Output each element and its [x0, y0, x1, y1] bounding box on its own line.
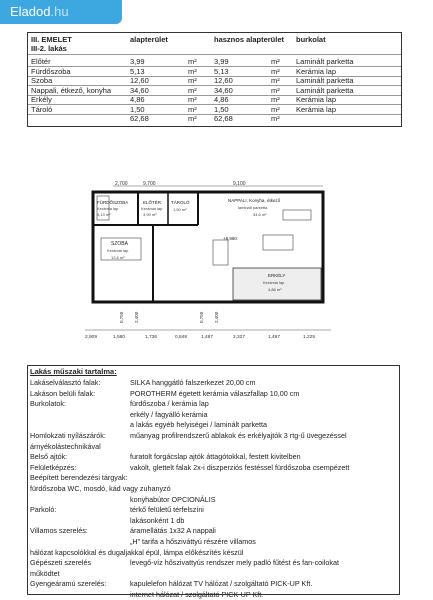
plan-level-mark: +8,960: [223, 236, 237, 241]
room-row-area: 1,50: [130, 104, 145, 114]
room-row-name: Tároló: [31, 104, 53, 114]
tech-value: lakásonként 1 db: [130, 515, 185, 525]
plan-bathroom: FÜRDŐSZOBA: [97, 200, 129, 205]
watermark-logo: [0, 0, 122, 24]
plan-bottom-dim: 1,225: [303, 335, 316, 340]
plan-bathroom-area: 5,13 m²: [97, 212, 111, 217]
room-row-area: 4,86: [130, 95, 145, 104]
plan-balcony-area: 4,86 m²: [268, 287, 282, 292]
tech-label: árnyékolástechnikával: [30, 441, 101, 451]
room-row-unit: m²: [271, 95, 280, 104]
room-row-unit: m²: [271, 85, 280, 95]
room-row-floor: Kerámia lap: [296, 95, 337, 104]
header-area: alapterület: [130, 35, 168, 44]
plan-top-dim-2: 9,700: [143, 181, 156, 187]
tech-label: Gyengeáramú szerelés:: [30, 579, 107, 589]
plan-bottom-dim: 2,327: [233, 335, 246, 340]
tech-value: furatolt forgácslap ajtók áttagótokkal, festett kivitelben: [130, 452, 301, 462]
tech-value: kapulelefon hálózat TV hálózat / szolgáltató PICK-UP Kft.: [130, 579, 313, 589]
tech-label: Lakáson belüli falak:: [30, 388, 96, 398]
tech-label: Lakáselválasztó falak:: [30, 378, 101, 387]
plan-bottom-dim: 2,909: [85, 335, 98, 340]
room-row-useful: 3,99: [214, 57, 229, 66]
tech-value: „H” tarifa a hősziváttyú részére villamos: [130, 537, 256, 546]
floor-plan: [83, 180, 333, 345]
total-useful: 62,68: [214, 114, 233, 123]
plan-bottom-dim: 1,736: [145, 335, 158, 340]
tech-label: Burkolatok:: [30, 399, 66, 409]
tech-label: Villamos szerelés:: [30, 526, 88, 536]
tech-label: Parkoló:: [30, 505, 57, 515]
plan-living-area: 34,6 m²: [253, 212, 267, 217]
room-row-unit: m²: [188, 76, 197, 85]
room-row-unit: m²: [188, 104, 197, 114]
room-row-useful: 34,60: [214, 85, 233, 95]
room-row-name: Nappali, étkező, konyha: [31, 85, 112, 95]
room-row-unit: m²: [271, 76, 280, 85]
room-row-unit: m²: [271, 104, 280, 114]
plan-room: SZOBA: [111, 241, 128, 247]
plan-side-dim-2: 2,400: [134, 311, 139, 323]
room-row-floor: Laminált parketta: [296, 85, 354, 95]
plan-balcony-floor: Kerámia lap: [263, 280, 285, 285]
plan-living-floor: laminált parketta: [238, 205, 268, 210]
room-row-area: 5,13: [130, 66, 145, 76]
room-row-unit: m²: [271, 66, 280, 76]
tech-value: konyhabútor OPCIONÁLIS: [130, 494, 216, 504]
plan-side-dim-1: 0,750: [119, 311, 124, 323]
rooms-table: [27, 32, 402, 127]
room-row-floor: Laminált parketta: [296, 57, 354, 66]
plan-entry-floor: Kerámia lap: [141, 206, 163, 211]
plan-side-dim-3: 0,750: [199, 311, 204, 323]
floor-title: III. EMELET: [31, 35, 72, 44]
tech-title: Lakás műszaki tartalma:: [30, 367, 117, 376]
total-area: 62,68: [130, 114, 149, 123]
tech-label: Homlokzati nyílászárók:: [30, 431, 106, 440]
room-row-useful: 12,60: [214, 76, 233, 85]
tech-label: hálózat kapcsolókkal és dugaljakkal épül, lámpa előkészítés készül: [30, 547, 244, 557]
room-row-name: Fürdőszoba: [31, 66, 71, 76]
tech-label: Felületképzés:: [30, 462, 77, 472]
room-row-unit: m²: [188, 66, 197, 76]
plan-living: NAPPALI, Konyha, étkező: [228, 198, 281, 203]
plan-bathroom-floor: Kerámia lap: [97, 206, 119, 211]
plan-storage: TÁROLÓ: [171, 200, 190, 205]
unit-title: III-2. lakás: [31, 44, 67, 53]
room-row-name: Szoba: [31, 76, 53, 85]
plan-balcony: ERKÉLY: [268, 273, 286, 278]
watermark-suffix: .hu: [50, 4, 69, 19]
plan-bottom-dim: 1,497: [268, 335, 281, 340]
room-row-useful: 5,13: [214, 66, 229, 76]
tech-value: SILKA hanggátló falszerkezet 20,00 cm: [130, 378, 256, 387]
tech-value: áramellátás 1x32 A nappali: [130, 526, 216, 536]
plan-room-area: 12,6 m²: [111, 255, 125, 260]
room-row-unit: m²: [188, 95, 197, 104]
watermark-brand: Eladod: [10, 4, 51, 19]
plan-side-dim-4: 2,400: [214, 311, 219, 323]
room-row-name: Előtér: [31, 57, 51, 66]
plan-storage-area: 1,50 m²: [173, 207, 187, 212]
room-row-unit: m²: [188, 57, 197, 66]
tech-value: vakolt, glettelt falak 2x-i diszperziós festéssel fürdőszoba csempézett: [130, 462, 350, 472]
tech-label: Belső ajtók:: [30, 452, 68, 462]
tech-value: erkély / fagyálló kerámia: [130, 409, 208, 419]
tech-value: internet hálózat / szolgáltató PICK-UP Kft.: [130, 590, 264, 599]
room-row-useful: 1,50: [214, 104, 229, 114]
tech-value: POROTHERM égetett kerámia válaszfallap 10,00 cm: [130, 388, 300, 398]
room-row-area: 12,60: [130, 76, 149, 85]
tech-value: levegő-víz hőszivattyús rendszer mely padló fűtést és fan-coilokat: [130, 558, 339, 568]
room-row-useful: 4,86: [214, 95, 229, 104]
header-useful-area: hasznos alapterület: [214, 35, 285, 44]
tech-label: fürdőszoba WC, mosdó, kád vagy zuhanyzó: [30, 484, 171, 493]
room-row-name: Erkély: [31, 95, 52, 104]
tech-value: műanyag profilrendszerű ablakok és erkélyajtók 3 rtg-ű üvegezéssel: [130, 431, 347, 440]
room-row-floor: Kerámia lap: [296, 104, 337, 114]
tech-value: térkő felületű térfelszíni: [130, 505, 204, 515]
plan-bottom-dim: 0,848: [175, 335, 188, 340]
plan-bottom-dim: 1,497: [201, 335, 214, 340]
plan-entry: ELŐTÉR: [143, 200, 162, 205]
tech-label: működtet: [30, 568, 60, 578]
total-area-unit: m²: [188, 114, 197, 123]
room-row-unit: m²: [271, 57, 280, 66]
room-row-floor: Laminált parketta: [296, 76, 354, 85]
tech-label: Gépészeti szerelés: [30, 558, 92, 568]
plan-top-dim-3: 9,100: [233, 181, 246, 187]
tech-label: Beépített berendezési tárgyak:: [30, 473, 128, 483]
total-useful-unit: m²: [271, 114, 280, 123]
plan-bottom-dim: 1,580: [113, 335, 126, 340]
tech-value: a lakás egyéb helyiségei / laminált parketta: [130, 420, 268, 430]
plan-room-floor: Kerámia lap: [107, 248, 129, 253]
header-flooring: burkolat: [296, 35, 326, 44]
plan-top-dim-1: 2,700: [115, 181, 128, 187]
room-row-unit: m²: [188, 85, 197, 95]
tech-value: fürdőszoba / kerámia lap: [130, 399, 209, 409]
plan-entry-area: 3,99 m²: [143, 212, 157, 217]
room-row-area: 34,60: [130, 85, 149, 95]
room-row-floor: Kerámia lap: [296, 66, 337, 76]
room-row-area: 3,99: [130, 57, 145, 66]
tech-spec-box: [27, 365, 400, 599]
